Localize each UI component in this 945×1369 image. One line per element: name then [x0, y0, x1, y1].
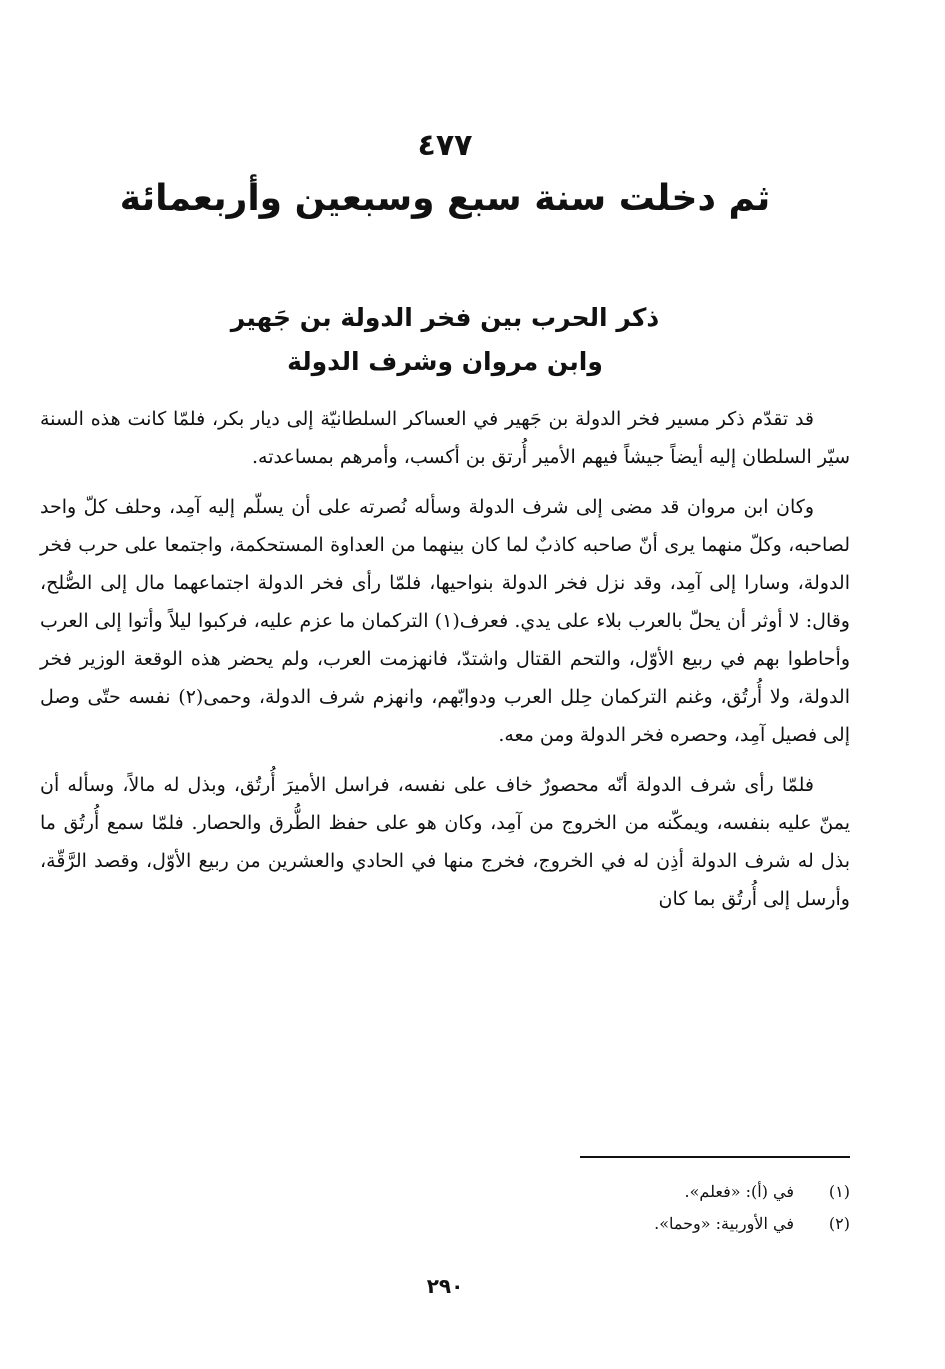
footnotes	[350, 1176, 850, 1240]
section-heading-line-2: وابن مروان وشرف الدولة	[287, 347, 603, 376]
footnote-1-number: (١)	[828, 1182, 850, 1201]
footnote-2-text: في الأوربية: «وحما».	[654, 1214, 794, 1233]
paragraph-2: وكان ابن مروان قد مضى إلى شرف الدولة وسأله نُصرته على أن يسلّم إليه آمِد، وحلف كلّ واحد لصاحبه، وكلّ منهما يرى أنّ صاحبه كاذبٌ لما كان بينهما من العداوة المستحكمة، واجتمعا على حرب فخر الدولة، وسارا إلى آمِد، وقد نزل فخر الدولة بنواحيها، فلمّا رأى فخر الدولة اجتماعهما مال إلى الصُّلح، وقال: لا أوثر أن يحلّ بالعرب بلاء على يدي. فعرف(١) التركمان ما عزم عليه، فركبوا ليلاً وأتوا إلى العرب وأحاطوا بهم في ربيع الأوّل، والتحم القتال واشتدّ، فانهزمت العرب، ولم يحضر هذه الوقعة الوزير فخر الدولة، ولا أُرتُق، وغنم التركمان حِلل العرب ودوابّهم، وانهزم شرف الدولة، وحمى(٢) نفسه حتّى وصل إلى فصيل آمِد، وحصره فخر الدولة ومن معه.	[40, 496, 850, 746]
footnote-1-text: في (أ): «فعلم».	[684, 1182, 794, 1201]
footnote-2-number: (٢)	[828, 1214, 850, 1233]
section-heading	[0, 296, 890, 384]
footnote-1	[350, 1176, 850, 1208]
body-text	[40, 400, 850, 930]
page-number: ٢٩٠	[426, 1274, 464, 1298]
year-number: ٤٧٧	[417, 128, 473, 163]
footnote-divider	[580, 1156, 850, 1158]
footnote-2	[350, 1208, 850, 1240]
year-title: ثم دخلت سنة سبع وسبعين وأربعمائة	[119, 178, 771, 219]
paragraph-1: قد تقدّم ذكر مسير فخر الدولة بن جَهير في العساكر السلطانيّة إلى ديار بكر، فلمّا كانت هذه السنة سيّر السلطان إليه أيضاً جيشاً فيهم الأمير أُرتق بن أكسب، وأمرهم بمساعدته.	[40, 408, 850, 468]
section-heading-line-1: ذكر الحرب بين فخر الدولة بن جَهير	[230, 303, 660, 332]
paragraph-3: فلمّا رأى شرف الدولة أنّه محصورٌ خاف على نفسه، فراسل الأميرَ أُرتُق، وبذل له مالاً، وسأله أن يمنّ عليه بنفسه، ويمكّنه من الخروج من آمِد، وكان هو على حفظ الطُّرق والحصار. فلمّا سمع أُرتُق ما بذل له شرف الدولة أذِن له في الخروج، فخرج منها في الحادي والعشرين من ربيع الأوّل، وقصد الرَّقّة، وأرسل إلى أُرتُق بما كان	[40, 774, 850, 910]
